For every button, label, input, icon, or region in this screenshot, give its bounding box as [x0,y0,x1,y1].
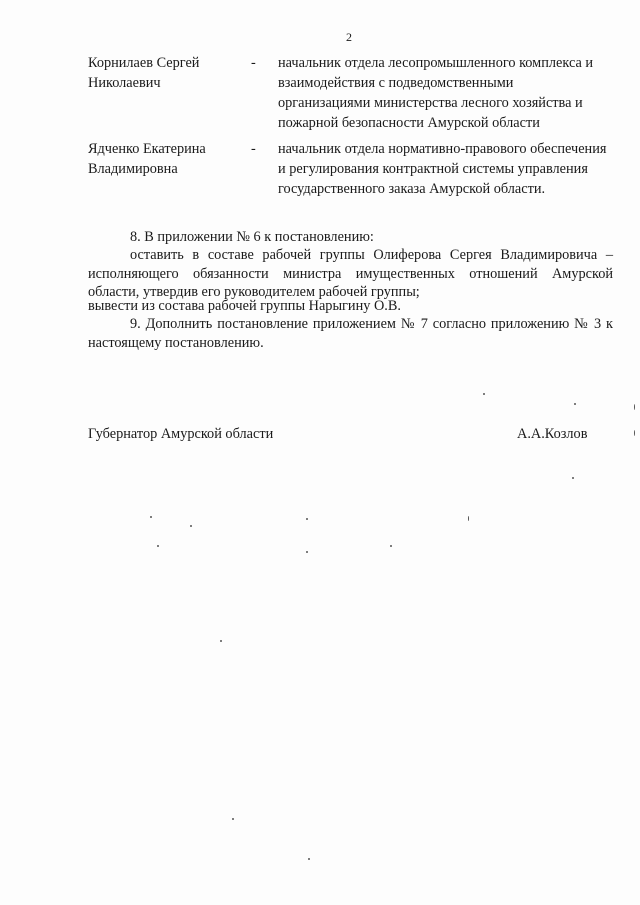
person-position: начальник отдела нормативно-правового обеспечения и регулирования контрактной системы управления государственного заказа Амурской области. [278,141,607,197]
paragraph-keep-member: оставить в составе рабочей группы Олиферова Сергея Владимировича – исполняющего обязанности министра имущественных отношений Амурской области, утвердив его руководителем рабочей группы; [88,247,613,301]
scan-speck [634,430,635,436]
scan-speck [306,518,308,520]
scan-speck [574,403,576,405]
person-name: Ядченко Екатерина Владимировна [88,141,206,177]
separator-dash: - [251,141,256,157]
scan-speck [306,551,308,553]
page-number: 2 [346,30,352,44]
scan-speck [232,818,234,820]
paragraph-remove-member: вывести из состава рабочей группы Нарыгину О.В. [88,298,401,314]
paragraph-item-9: 9. Дополнить постановление приложением № 7 согласно приложению № 3 к настоящему постановлению. [88,316,613,351]
separator-dash: - [251,55,256,71]
signature-name: А.А.Козлов [517,426,588,442]
scan-speck [634,404,635,410]
scan-speck [390,545,392,547]
scan-speck [572,477,574,479]
scan-speck [483,393,485,395]
scan-speck [220,640,222,642]
person-position: начальник отдела лесопромышленного комплекса и взаимодействия с подведомственными организациями министерства лесного хозяйства и пожарной безопасности Амурской области [278,55,594,131]
scan-speck [150,516,152,518]
scan-speck [308,858,310,860]
paragraph-item-8: 8. В приложении № 6 к постановлению: [130,229,374,245]
scan-speck [157,545,159,547]
scan-speck [468,516,469,521]
person-name: Корнилаев Сергей Николаевич [88,55,200,91]
scan-speck [190,525,192,527]
signature-title: Губернатор Амурской области [88,426,274,442]
